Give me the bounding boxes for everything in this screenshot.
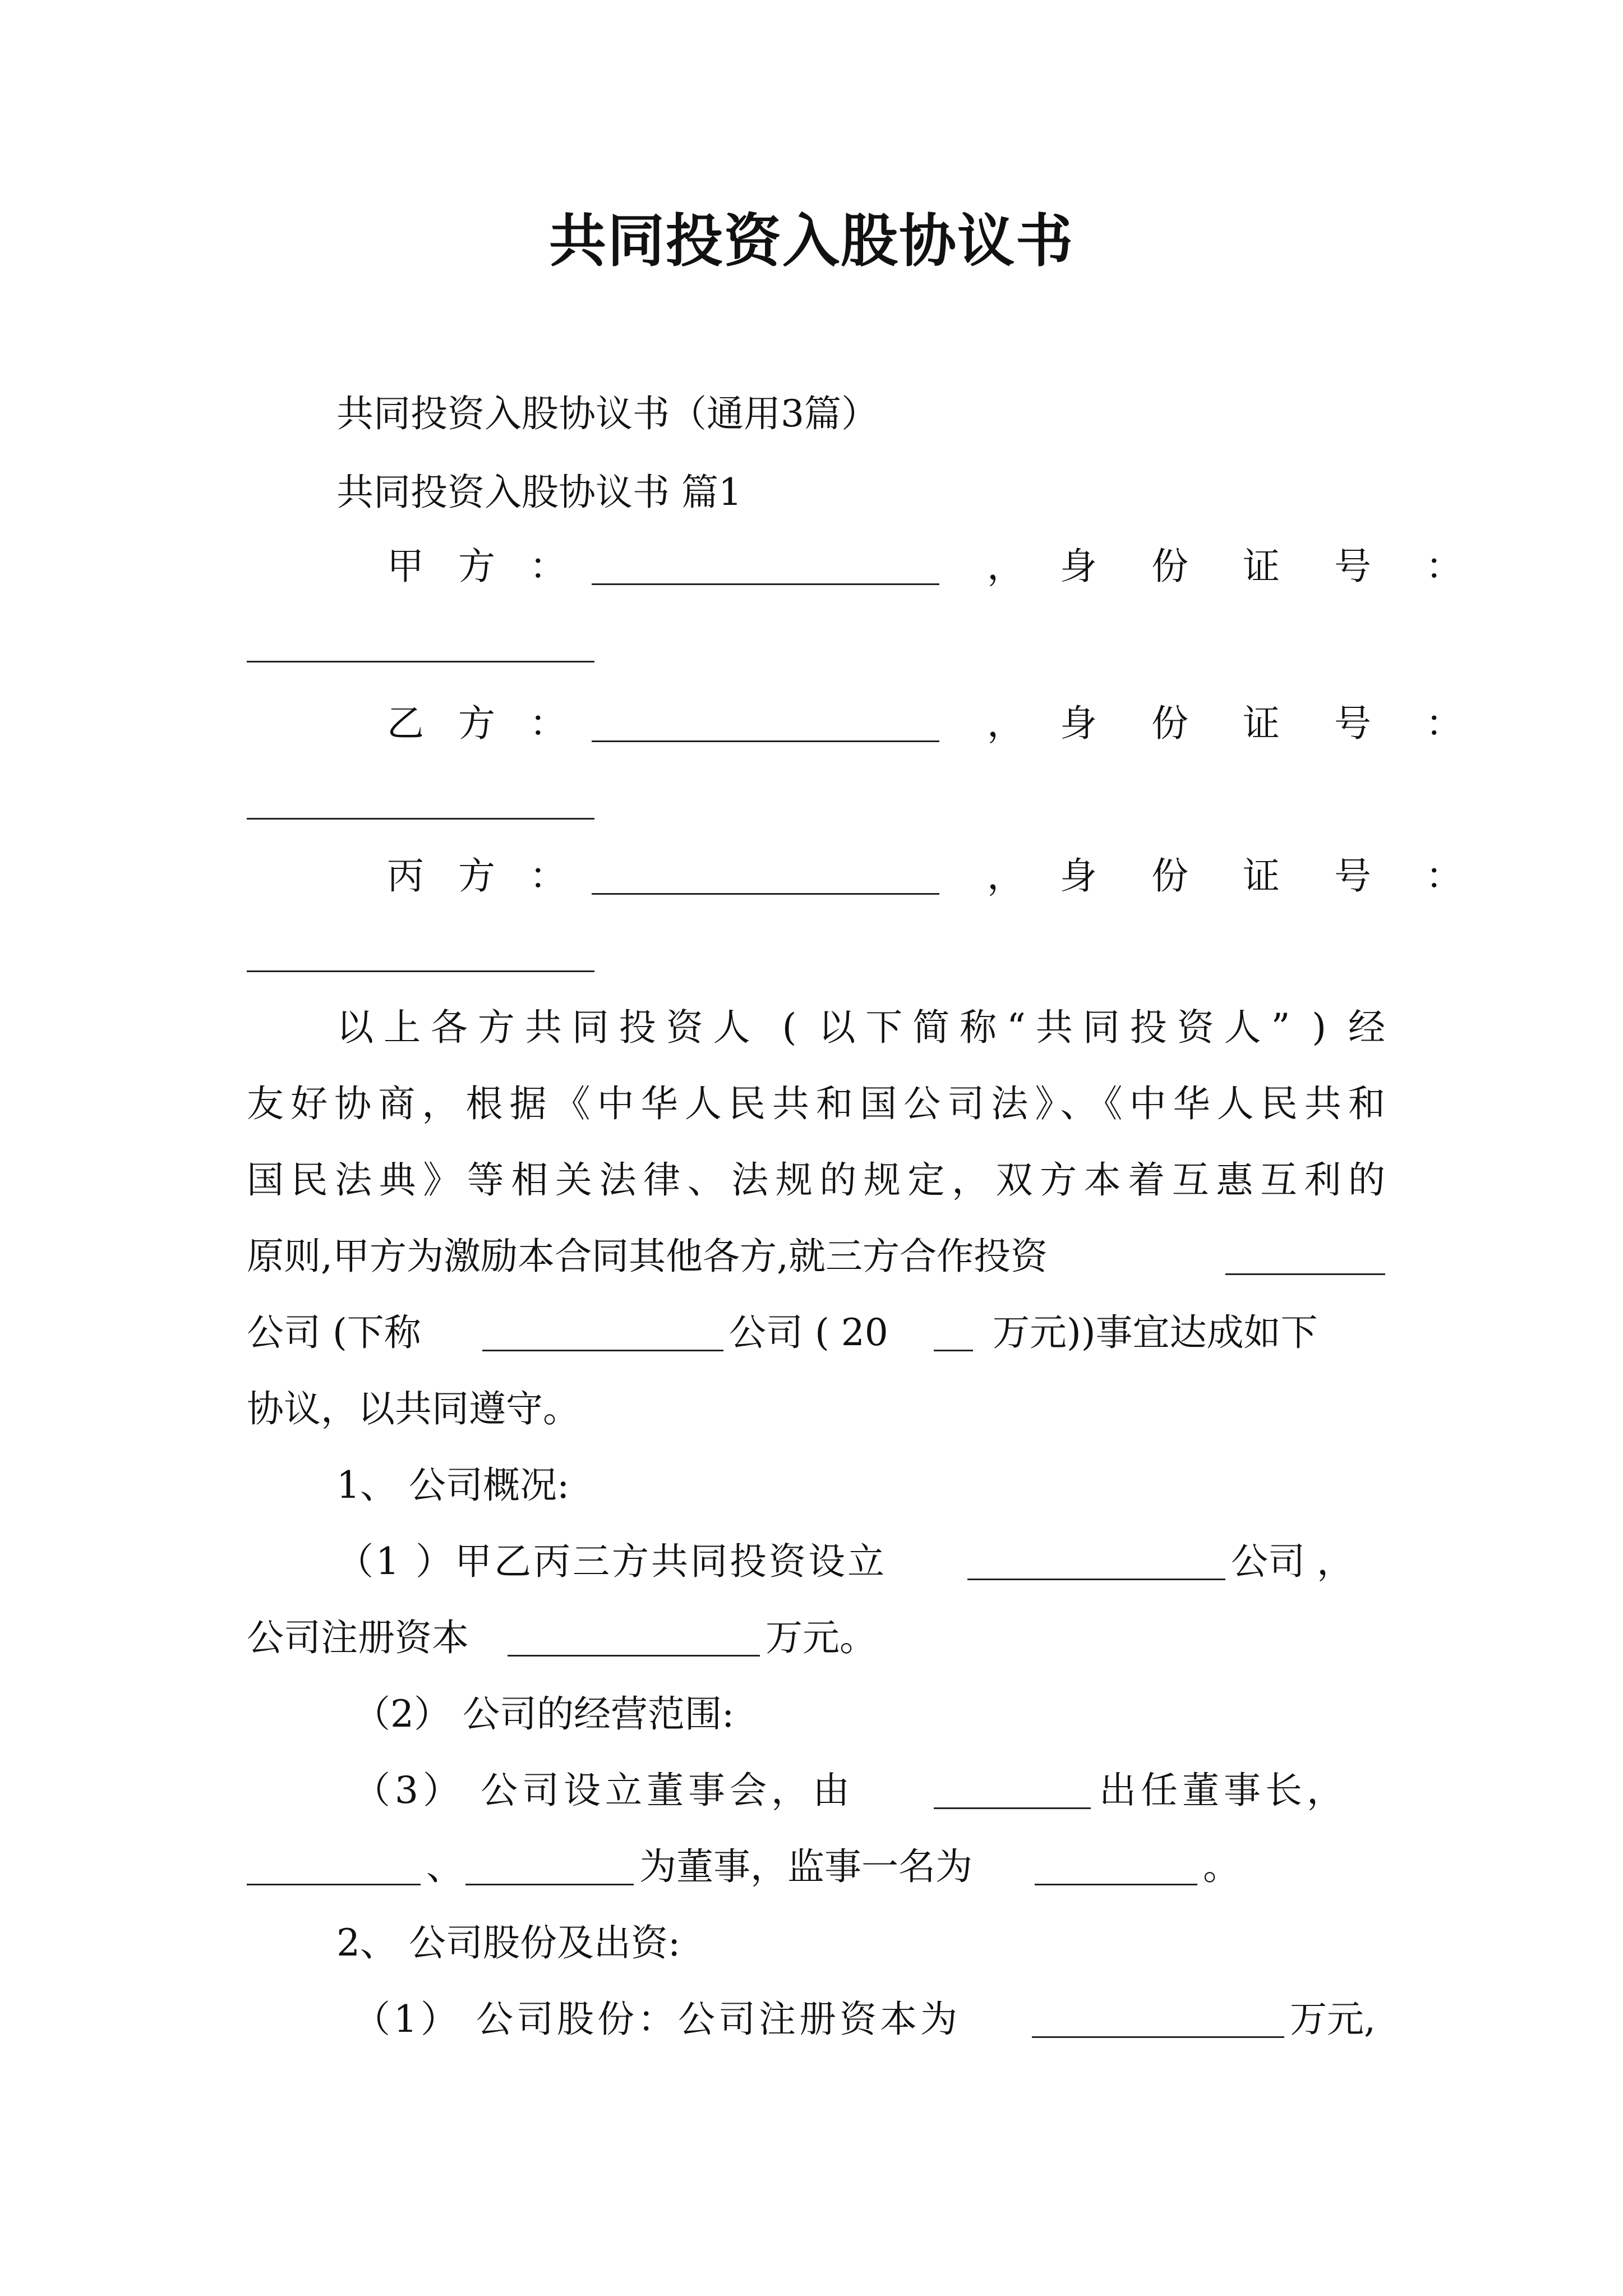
para1-line4: 原则,甲方为激励本合同其他各方,就三方合作投资 — [247, 1235, 1048, 1278]
item-1-2: （2） 公司的经营范围: — [353, 1692, 735, 1736]
party-c-label: 丙 方 ： — [387, 854, 578, 898]
item-1-3-directors: 为董事，监事一名为 — [639, 1845, 972, 1888]
company-short-name-blank — [482, 1316, 723, 1351]
director-1-blank — [247, 1850, 421, 1885]
item-1-3-chairman: 出任董事长， — [1099, 1769, 1348, 1812]
party-b-label: 乙 方 ： — [387, 702, 578, 745]
document-title: 共同投资入股协议书 — [549, 208, 1074, 275]
party-a-comma: ， — [987, 545, 1024, 588]
director-2-blank — [465, 1850, 634, 1885]
item-1-1-capital-label: 公司注册资本 — [247, 1616, 469, 1659]
invest-company-blank — [1225, 1240, 1385, 1275]
party-a-id-blank — [247, 627, 594, 662]
para1-line1: 以上各方共同投资人 ( 以下简称“共同投资人” ) 经 — [336, 1006, 1385, 1049]
item-2-1-unit: 万元, — [1290, 1998, 1376, 2041]
party-a-id-label: 身 份 证 号 ： — [1060, 545, 1484, 588]
item-1-3-text: （3） 公司设立董事会，由 — [353, 1769, 854, 1812]
para1-line5-a: 公司 (下称 — [247, 1311, 421, 1354]
party-b-id-label: 身 份 证 号 ： — [1060, 702, 1484, 745]
item-1-1-text: （1 ）甲乙丙三方共同投资设立 — [336, 1540, 887, 1583]
share-capital-blank — [1032, 2003, 1284, 2038]
party-c-id-label: 身 份 证 号 ： — [1060, 854, 1484, 898]
party-a-name-blank — [592, 550, 939, 585]
party-c-name-blank — [592, 859, 939, 895]
supervisor-blank — [1035, 1850, 1197, 1885]
item-2-1-text: （1） 公司股份：公司注册资本为 — [353, 1998, 961, 2041]
subtitle-collection: 共同投资入股协议书（通用3篇） — [336, 392, 878, 435]
subtitle-part-1: 共同投资入股协议书 篇1 — [336, 471, 742, 514]
party-c-comma: ， — [987, 854, 1024, 898]
chairman-blank — [934, 1774, 1091, 1809]
party-c-id-blank — [247, 937, 594, 972]
para1-line2: 友好协商，根据《中华人民共和国公司法》、《中华人民共和 — [247, 1082, 1385, 1125]
item-1-1-unit: 万元。 — [766, 1616, 877, 1659]
party-b-id-blank — [247, 784, 594, 820]
item-1-3-end: 。 — [1203, 1845, 1240, 1888]
para1-line5-c: 万元))事宜达成如下 — [993, 1311, 1318, 1354]
para1-line6: 协议，以共同遵守。 — [247, 1387, 580, 1430]
item-1-3-sep: 、 — [426, 1845, 463, 1888]
para1-line5-b: 公司 ( 20 — [729, 1311, 888, 1354]
party-a-label: 甲 方 ： — [387, 545, 578, 588]
registered-capital-blank — [508, 1621, 760, 1657]
party-b-comma: ， — [987, 702, 1024, 745]
item-1-1-company: 公司 ， — [1231, 1540, 1354, 1583]
section-1-title: 1、 公司概况: — [336, 1464, 570, 1507]
party-b-name-blank — [592, 707, 939, 742]
company-name-blank — [967, 1545, 1225, 1580]
para1-line3: 国民法典》等相关法律、法规的规定，双方本着互惠互利的 — [247, 1158, 1385, 1202]
amount-blank — [934, 1316, 973, 1351]
section-2-title: 2、 公司股份及出资: — [336, 1921, 681, 1964]
